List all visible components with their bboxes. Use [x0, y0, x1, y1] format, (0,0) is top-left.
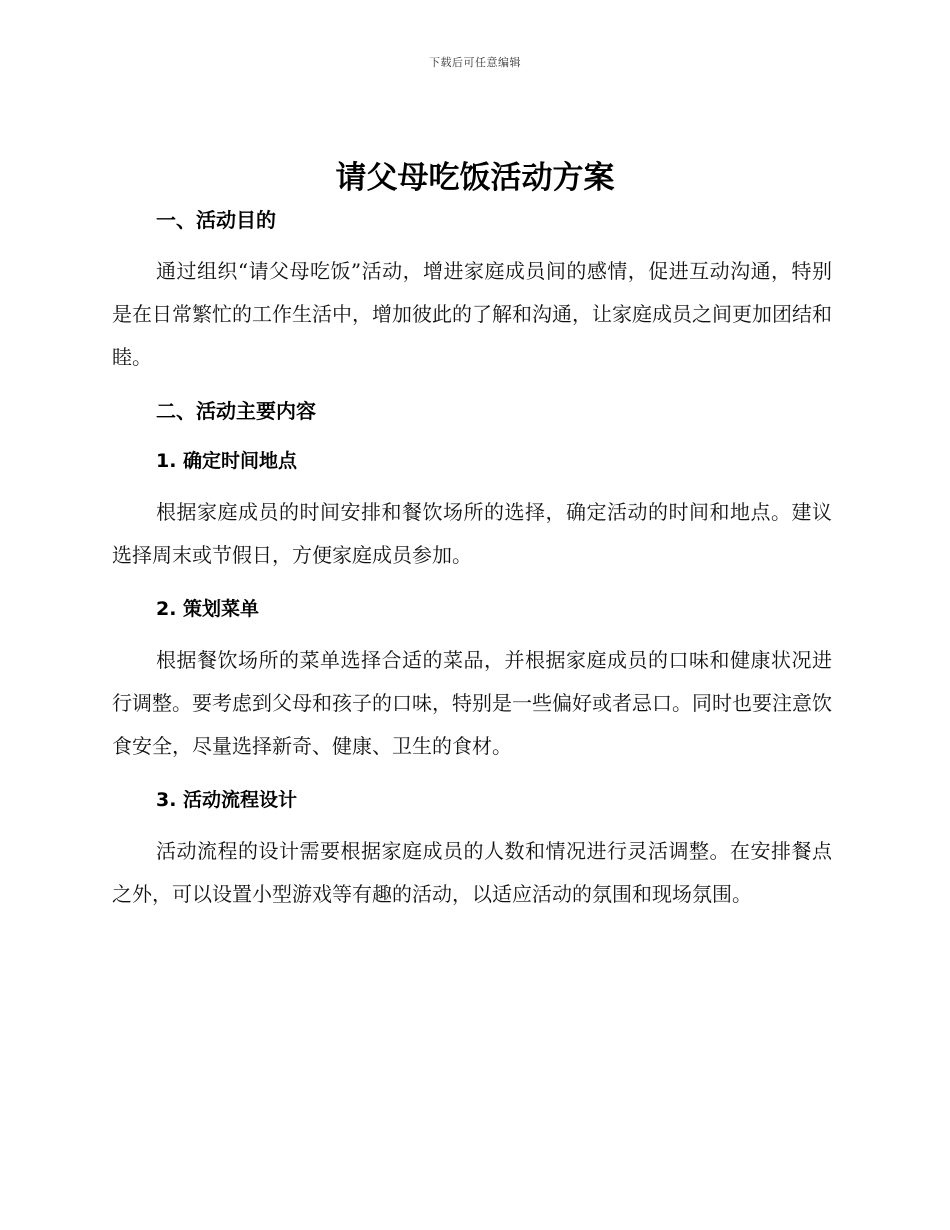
document-title: 请父母吃饭活动方案 — [335, 160, 615, 196]
subsection-heading-flow: 3. 活动流程设计 — [156, 789, 298, 811]
header-note: 下载后可任意编辑 — [429, 56, 521, 69]
section-paragraph-purpose: 通过组织“请父母吃饭”活动，增进家庭成员间的感情，促进互动沟通，特别是在日常繁忙的工作生活中，增加彼此的了解和沟通，让家庭成员之间更加团结和睦。 — [112, 259, 832, 369]
subsection-paragraph-flow: 活动流程的设计需要根据家庭成员的人数和情况进行灵活调整。在安排餐点之外，可以设置小型游戏等有趣的活动，以适应活动的氛围和现场氛围。 — [112, 839, 832, 906]
subsection-paragraph-menu: 根据餐饮场所的菜单选择合适的菜品，并根据家庭成员的口味和健康状况进行调整。要考虑到父母和孩子的口味，特别是一些偏好或者忌口。同时也要注意饮食安全，尽量选择新奇、健康、卫生的食材。 — [112, 648, 832, 758]
document-body — [112, 200, 832, 916]
subsection-paragraph-time-place: 根据家庭成员的时间安排和餐饮场所的选择，确定活动的时间和地点。建议选择周末或节假日，方便家庭成员参加。 — [112, 500, 832, 567]
section-heading-content: 二、活动主要内容 — [156, 399, 316, 423]
section-heading-purpose: 一、活动目的 — [156, 208, 276, 232]
subsection-heading-time-place: 1. 确定时间地点 — [156, 450, 298, 472]
subsection-heading-menu: 2. 策划菜单 — [156, 598, 260, 620]
